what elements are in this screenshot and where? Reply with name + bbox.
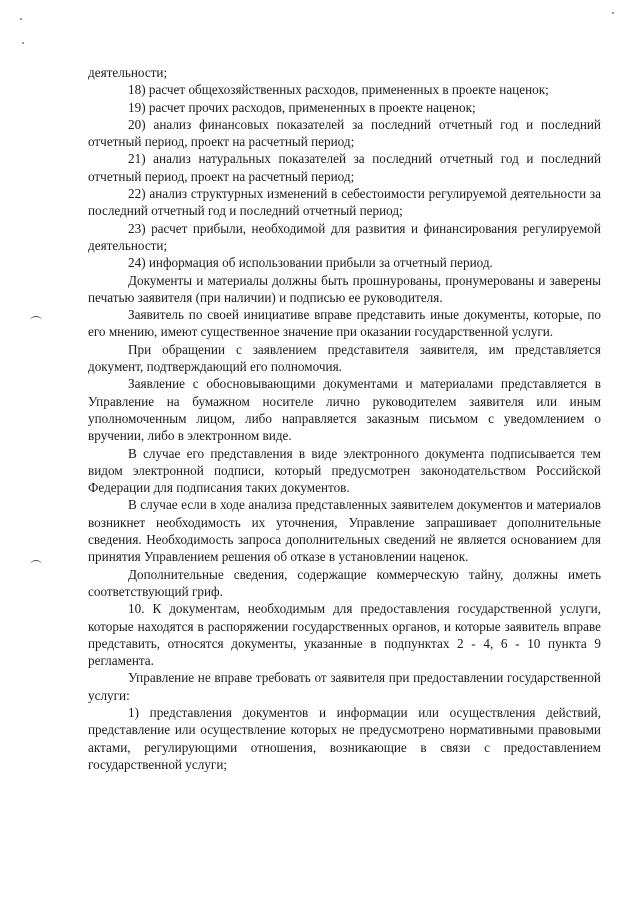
paragraph: Документы и материалы должны быть прошнурованы, пронумерованы и заверены печатью заявителя (при наличии) и подписью ее руководителя. (88, 272, 601, 305)
paragraph: 10. К документам, необходимым для предоставления государственной услуги, которые находятся в распоряжении государственных органов, и которые заявитель вправе представить, относятся документы, указанные в подпунктах 2 - 4, 6 - 10 пункта 9 регламента. (88, 601, 601, 669)
scan-speck (20, 18, 22, 20)
document-body (88, 64, 601, 773)
list-item: 21) анализ натуральных показателей за последний отчетный год и последний отчетный период, проект на расчетный период; (88, 151, 601, 184)
scan-speck (612, 12, 614, 14)
list-item: 23) расчет прибыли, необходимой для развития и финансирования регулируемой деятельности; (88, 220, 601, 253)
margin-punch-mark (30, 560, 42, 569)
paragraph: Заявитель по своей инициативе вправе представить иные документы, которые, по его мнению, имеют существенное значение при оказании государственной услуги. (88, 307, 601, 340)
list-item: 22) анализ структурных изменений в себестоимости регулируемой деятельности за последний отчетный год и последний отчетный период; (88, 186, 601, 219)
list-item: 24) информация об использовании прибыли за отчетный период. (128, 255, 493, 271)
margin-punch-mark (30, 316, 42, 325)
list-item: 18) расчет общехозяйственных расходов, примененных в проекте наценок; (128, 82, 549, 98)
paragraph: При обращении с заявлением представителя заявителя, им представляется документ, подтверждающий его полномочия. (88, 341, 601, 375)
paragraph: Дополнительные сведения, содержащие коммерческую тайну, должны иметь соответствующий гриф. (88, 566, 601, 599)
paragraph: деятельности; (88, 65, 168, 80)
scan-speck (22, 42, 24, 44)
paragraph: В случае его представления в виде электронного документа подписывается тем видом электронной подписи, который предусмотрен законодательством Российской Федерации для подписания таких документов. (88, 445, 601, 496)
list-item: 20) анализ финансовых показателей за последний отчетный год и последний отчетный период, проект на расчетный период; (88, 116, 601, 150)
list-item: 1) представления документов и информации или осуществления действий, представление или осуществление которых не предусмотрено нормативными правовыми актами, регулирующими отношения, возникающие в связи с предоставлением государственной услуги; (88, 704, 601, 772)
list-item: 19) расчет прочих расходов, примененных в проекте наценок; (128, 99, 476, 115)
paragraph: Заявление с обосновывающими документами и материалами представляется в Управление на бумажном носителе лично руководителем заявителя или иным уполномоченным лицом, либо направляется заказным письмом с уведомлением о вручении, либо в электронном виде. (88, 376, 601, 444)
paragraph: В случае если в ходе анализа представленных заявителем документов и материалов возникнет необходимость их уточнения, Управление запрашивает дополнительные сведения. Необходимость запроса дополнительных сведений не является основанием для принятия Управлением решения об отказе в установлении наценок. (88, 497, 601, 565)
paragraph: Управление не вправе требовать от заявителя при предоставлении государственной услуги: (88, 670, 601, 703)
